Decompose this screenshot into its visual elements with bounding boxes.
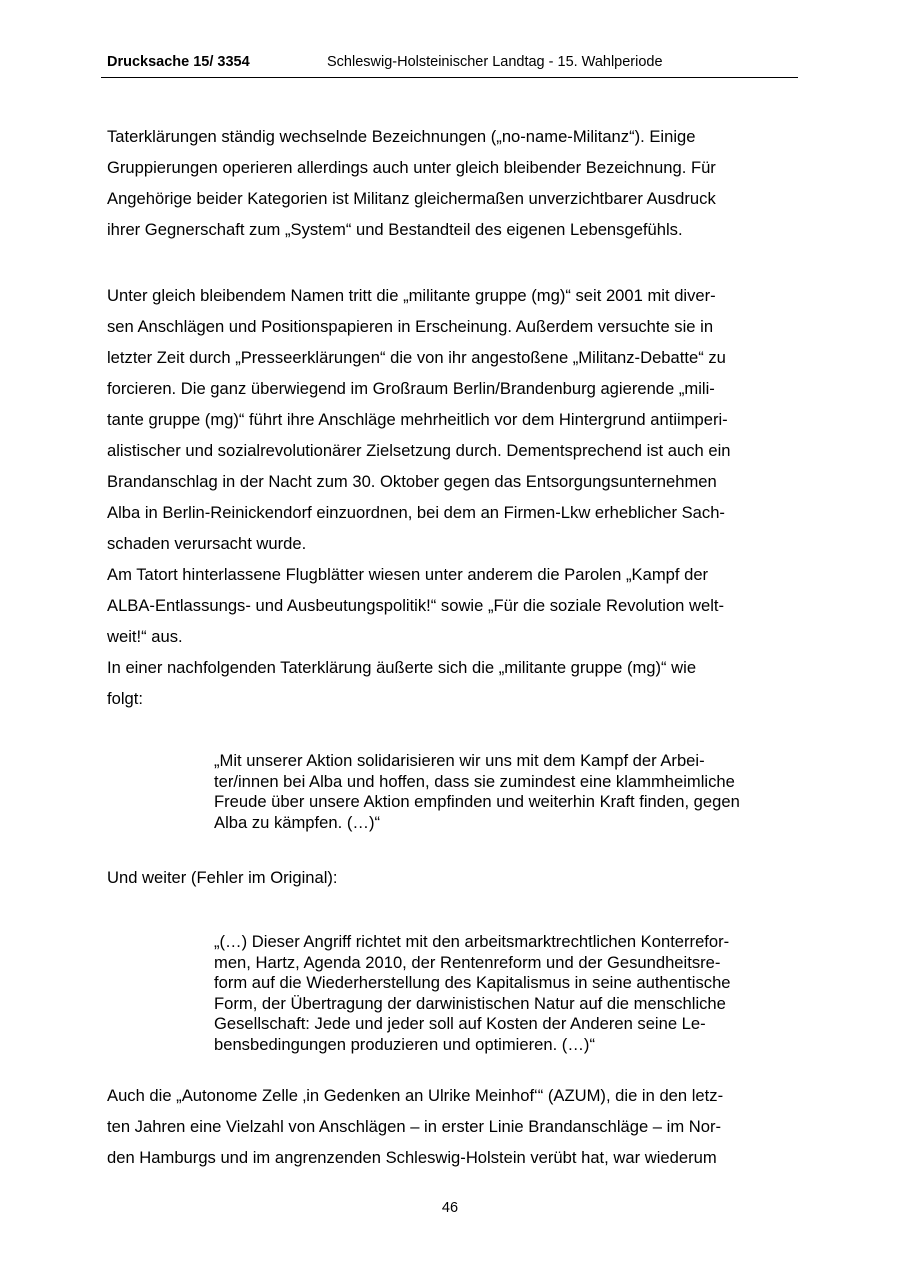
- text-line: weit!“ aus.: [107, 627, 183, 646]
- text-line: forcieren. Die ganz überwiegend im Großraum Berlin/Brandenburg agierende „mili-: [107, 379, 715, 398]
- text-line: alistischer und sozialrevolutionärer Zielsetzung durch. Dementsprechend ist auch ein: [107, 441, 731, 460]
- text-line: Taterklärungen ständig wechselnde Bezeichnungen („no-name-Militanz“). Einige: [107, 127, 696, 146]
- paragraph-1: [107, 121, 787, 245]
- quote-line: „(…) Dieser Angriff richtet mit den arbeitsmarktrechtlichen Konterrefor-: [214, 932, 730, 951]
- text-line: letzter Zeit durch „Presseerklärungen“ die von ihr angestoßene „Militanz-Debatte“ zu: [107, 348, 726, 367]
- quote-line: form auf die Wiederherstellung des Kapitalismus in seine authentische: [214, 973, 731, 993]
- text-line: folgt:: [107, 689, 143, 708]
- text-line: tante gruppe (mg)“ führt ihre Anschläge mehrheitlich vor dem Hintergrund antiimperi-: [107, 410, 728, 429]
- document-number: Drucksache 15/ 3354: [107, 54, 250, 70]
- text-line: ten Jahren eine Vielzahl von Anschlägen – in erster Linie Brandanschläge – im Nor-: [107, 1117, 722, 1136]
- quote-line: Gesellschaft: Jede und jeder soll auf Kosten der Anderen seine Le-: [214, 1014, 706, 1034]
- text-line: Gruppierungen operieren allerdings auch unter gleich bleibender Bezeichnung. Für: [107, 158, 716, 177]
- quote-line: Alba zu kämpfen. (…)“: [214, 812, 380, 832]
- text-line: Am Tatort hinterlassene Flugblätter wiesen unter anderem die Parolen „Kampf der: [107, 565, 709, 584]
- quote-line: ter/innen bei Alba und hoffen, dass sie zumindest eine klammheimliche: [214, 771, 735, 791]
- text-line: ihrer Gegnerschaft zum „System“ und Bestandteil des eigenen Lebensgefühls.: [107, 220, 683, 239]
- page-header: [101, 52, 798, 78]
- text-line: Angehörige beider Kategorien ist Militanz gleichermaßen unverzichtbarer Ausdruck: [107, 189, 716, 208]
- quote-line: Form, der Übertragung der darwinistischen Natur auf die menschliche: [214, 993, 726, 1013]
- text-line: Auch die „Autonome Zelle ‚in Gedenken an Ulrike Meinhof‘“ (AZUM), die in den letz-: [107, 1086, 724, 1105]
- text-line: Unter gleich bleibendem Namen tritt die „militante gruppe (mg)“ seit 2001 mit diver-: [107, 286, 716, 305]
- text-line: In einer nachfolgenden Taterklärung äußerte sich die „militante gruppe (mg)“ wie: [107, 658, 697, 677]
- text-line: Alba in Berlin-Reinickendorf einzuordnen, bei dem an Firmen-Lkw erheblicher Sach-: [107, 503, 725, 522]
- text-line: Brandanschlag in der Nacht zum 30. Oktober gegen das Entsorgungsunternehmen: [107, 472, 717, 491]
- text-line: schaden verursacht wurde.: [107, 534, 307, 553]
- quote-line: bensbedingungen produzieren und optimieren. (…)“: [214, 1034, 595, 1054]
- quote-line: „Mit unserer Aktion solidarisieren wir uns mit dem Kampf der Arbei-: [214, 751, 705, 770]
- block-quote-1: [214, 751, 794, 833]
- text-line: den Hamburgs und im angrenzenden Schleswig-Holstein verübt hat, war wiederum: [107, 1148, 717, 1167]
- parliament-title: Schleswig-Holsteinischer Landtag - 15. Wahlperiode: [327, 54, 663, 70]
- paragraph-3: [107, 862, 787, 893]
- text-line: sen Anschlägen und Positionspapieren in Erscheinung. Außerdem versuchte sie in: [107, 317, 714, 336]
- text-line: ALBA-Entlassungs- und Ausbeutungspolitik!“ sowie „Für die soziale Revolution welt-: [107, 596, 725, 615]
- page-number: 46: [441, 1200, 459, 1216]
- paragraph-4: [107, 1080, 787, 1173]
- text-line: Und weiter (Fehler im Original):: [107, 868, 338, 887]
- paragraph-2: [107, 280, 787, 714]
- quote-line: Freude über unsere Aktion empfinden und weiterhin Kraft finden, gegen: [214, 792, 740, 812]
- block-quote-2: [214, 932, 794, 1056]
- quote-line: men, Hartz, Agenda 2010, der Rentenreform und der Gesundheitsre-: [214, 952, 721, 972]
